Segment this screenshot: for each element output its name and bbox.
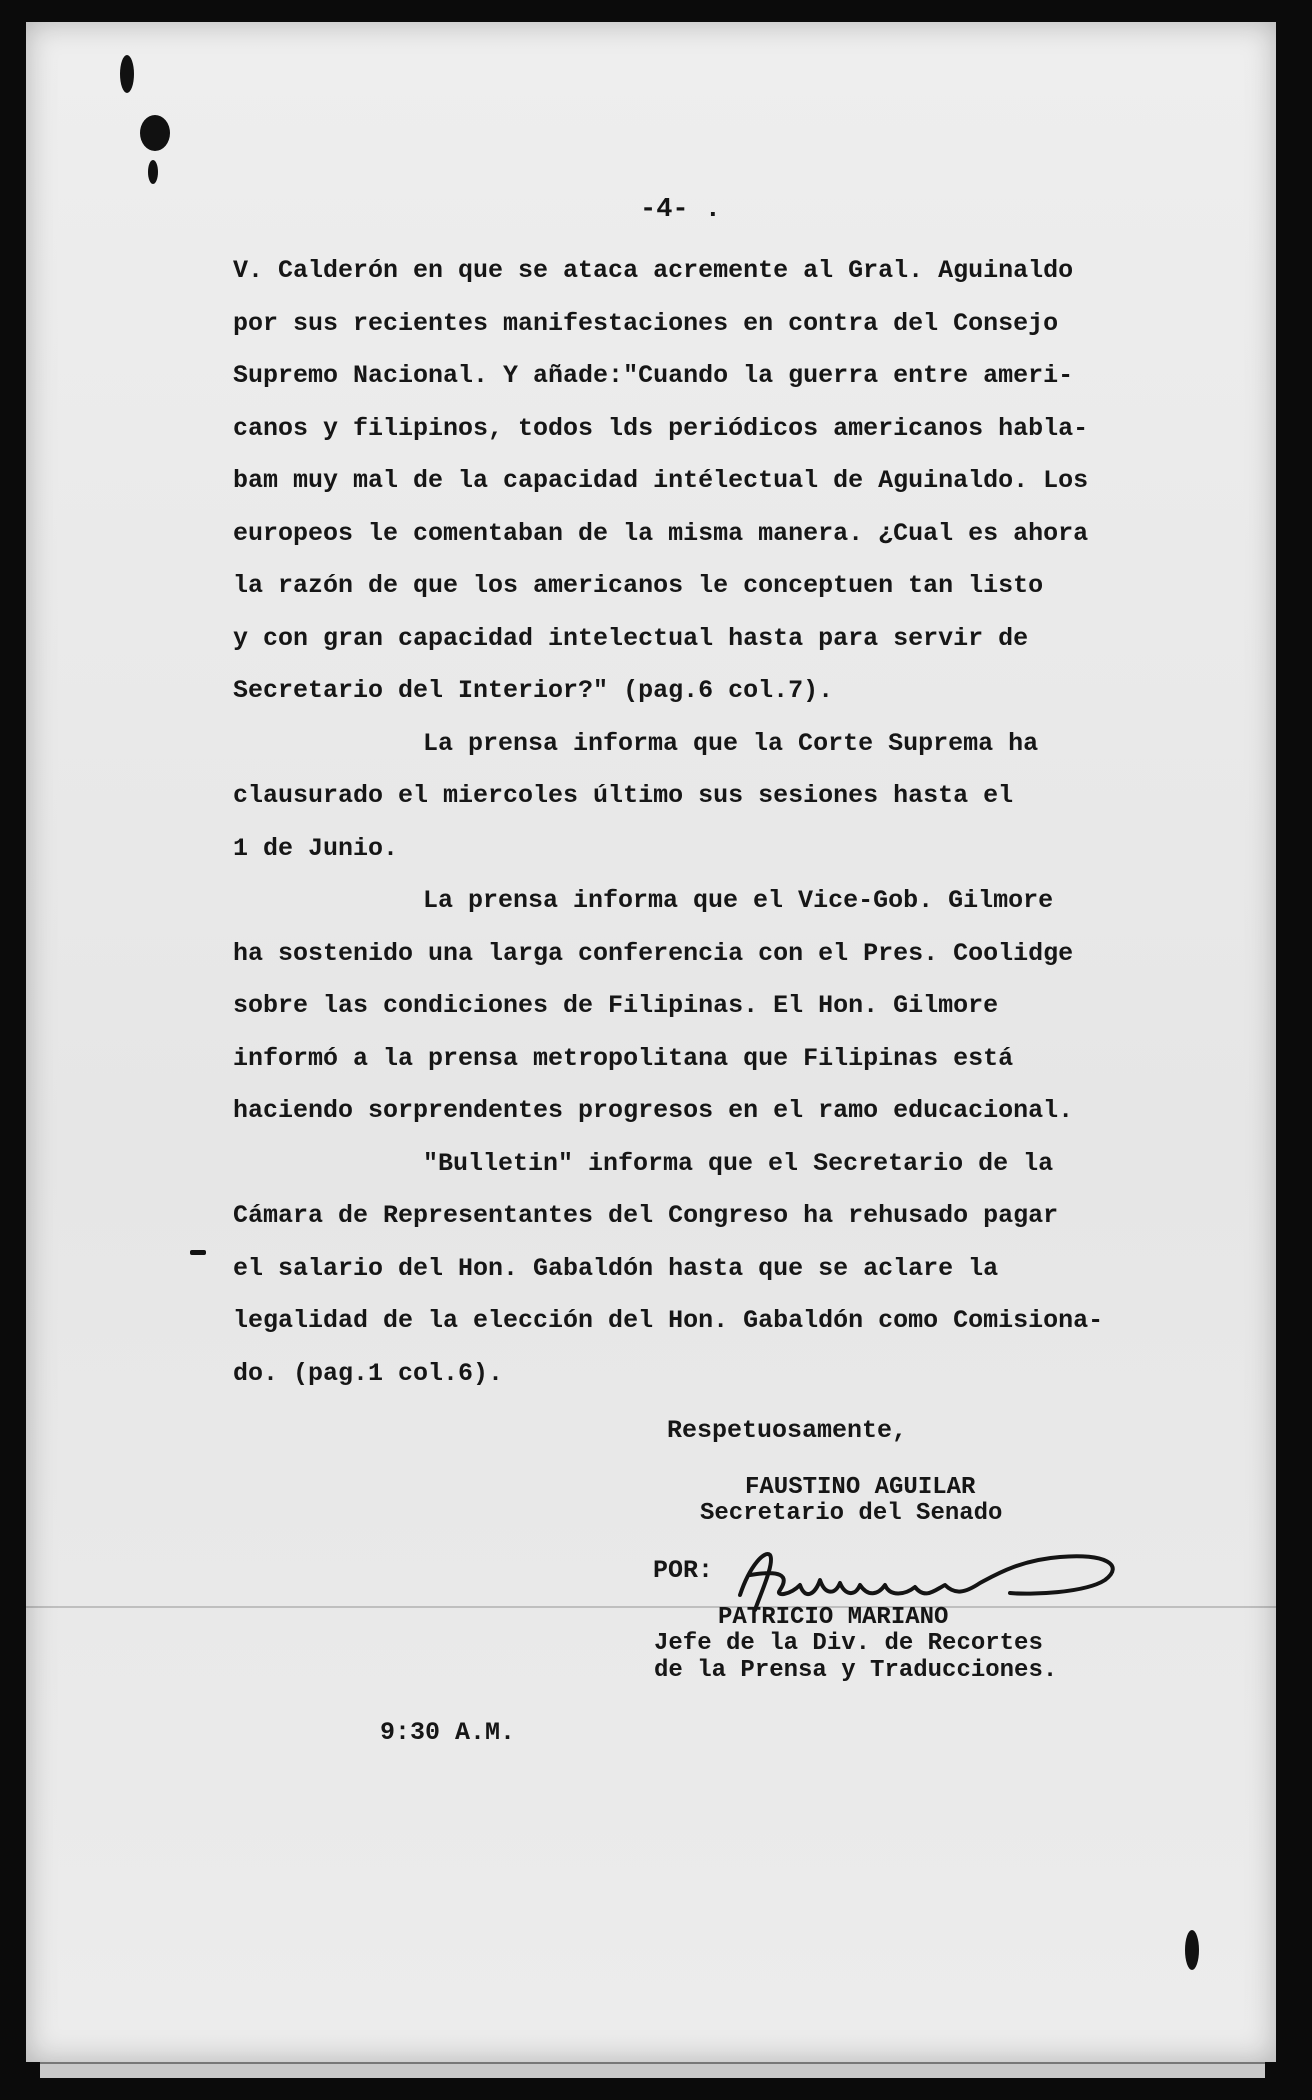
text-line: clausurado el miercoles último sus sesiones hasta el (233, 781, 1014, 810)
letter-body (233, 245, 1133, 1400)
ink-blot (120, 55, 134, 93)
closing: Respetuosamente, (667, 1416, 908, 1445)
text-line: haciendo sorprendentes progresos en el ramo educacional. (233, 1096, 1074, 1125)
text-line: europeos le comentaban de la misma manera. ¿Cual es ahora (233, 518, 1089, 548)
text-line: informó a la prensa metropolitana que Filipinas está (233, 1043, 1014, 1073)
por-label: POR: (653, 1556, 714, 1585)
page-bottom-edge (40, 2062, 1265, 2078)
text-line: "Bulletin" informa que el Secretario de la (423, 1148, 1054, 1178)
text-line: y con gran capacidad intelectual hasta para servir de (233, 623, 1029, 653)
signatory-title: Secretario del Senado (700, 1500, 1003, 1527)
text-line: canos y filipinos, todos lds periódicos americanos habla- (233, 413, 1089, 443)
page-number: -4- . (640, 195, 722, 225)
text-line: Cámara de Representantes del Congreso ha rehusado pagar (233, 1201, 1059, 1230)
signatory-name: FAUSTINO AGUILAR (745, 1474, 976, 1501)
text-line: legalidad de la elección del Hon. Gabaldón como Comisiona- (233, 1306, 1104, 1335)
ink-speck (190, 1250, 206, 1255)
agent-title-line1: Jefe de la Div. de Recortes (654, 1630, 1043, 1657)
text-line: V. Calderón en que se ataca acremente al Gral. Aguinaldo (233, 256, 1074, 285)
time-stamp: 9:30 A.M. (380, 1718, 516, 1747)
text-line: Secretario del Interior?" (pag.6 col.7). (233, 676, 834, 705)
ink-blot (148, 160, 158, 184)
text-line: la razón de que los americanos le conceptuen tan listo (233, 571, 1044, 600)
text-line: do. (pag.1 col.6). (233, 1358, 504, 1388)
text-line: el salario del Hon. Gabaldón hasta que se aclare la (233, 1253, 999, 1283)
text-line: La prensa informa que el Vice-Gob. Gilmore (423, 886, 1054, 915)
text-line: Supremo Nacional. Y añade:"Cuando la guerra entre ameri- (233, 361, 1074, 390)
text-line: bam muy mal de la capacidad intélectual de Aguinaldo. Los (233, 466, 1089, 495)
text-line: ha sostenido una larga conferencia con el Pres. Coolidge (233, 938, 1074, 968)
agent-name: PATRICIO MARIANO (718, 1604, 949, 1631)
text-line: 1 de Junio. (233, 833, 399, 863)
text-line: La prensa informa que la Corte Suprema ha (423, 728, 1039, 758)
ink-blot (140, 115, 170, 151)
text-line: por sus recientes manifestaciones en contra del Consejo (233, 308, 1059, 338)
agent-title-line2: de la Prensa y Traducciones. (654, 1657, 1058, 1684)
ink-speck (1185, 1930, 1199, 1970)
text-line: sobre las condiciones de Filipinas. El Hon. Gilmore (233, 991, 999, 1020)
